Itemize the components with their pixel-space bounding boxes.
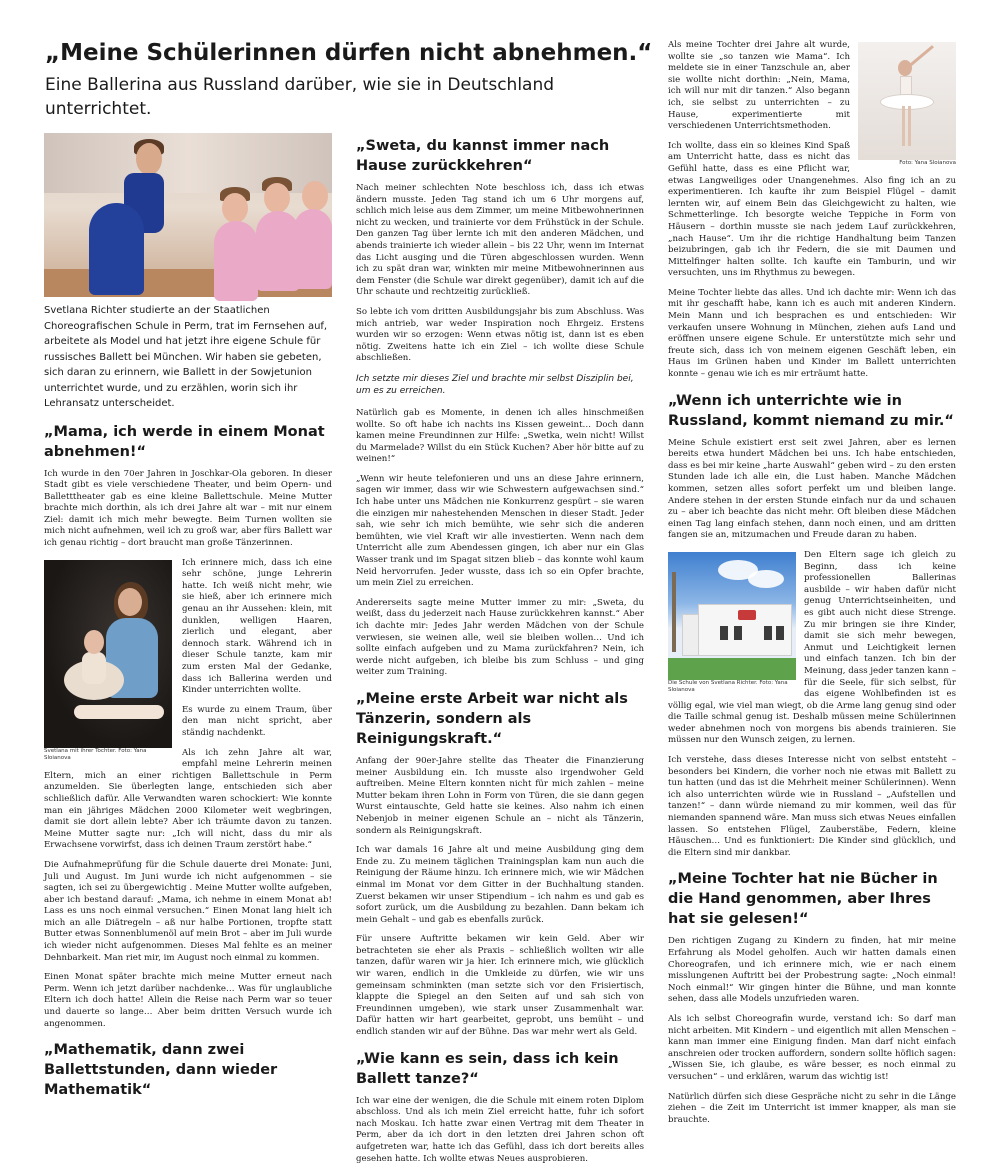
column-left bbox=[44, 133, 332, 1099]
paragraph: Für unsere Auftritte bekamen wir kein Geld. Aber wir betrachteten sie eher als Praxis – schließlich wollten wir alle tanzen, dafür waren wir ja hier. Ich erinnere mich, wie glücklich wir waren, endlich in die Umkleide zu dürfen, wie wir uns gemeinsam schminkten (man setzte sich vor den Frisiertisch, klappte die Spiegel an den Seiten auf und sah sich von Freundinnen umgeben), wie stark unser Zusammenhalt war. Dafür hatten wir hart gearbeitet, geprobt, uns bemüht – und endlich standen wir auf der Bühne. Das war mehr wert als Geld. bbox=[356, 934, 644, 1038]
article-title: „Meine Schülerinnen dürfen nicht abnehmen.“ bbox=[45, 40, 653, 66]
paragraph: Als meine Tochter drei Jahre alt wurde, wollte sie „so tanzen wie Mama“. Ich meldete sie in einer Tanzschule an, aber sie wollte nicht dorthin: „Nein, Mama, ich will nur mit dir tanzen.“ Also begann ich, sie selbst zu unterrichten – zu Hause, experimentierte mit verschiedenen Unterrichtsmethoden. bbox=[668, 40, 850, 132]
article-lead: Svetlana Richter studierte an der Staatlichen Choreografischen Schule in Perm, trat im Fernsehen auf, arbeitete als Model und hat jetzt ihre eigene Schule für russisches Ballett bei München. Wir haben sie gebeten, sich daran zu erinnern, wie Ballett in der Sowjetunion unterrichtet wurde, und zu erzählen, worin sich ihr Lehransatz unterscheidet. bbox=[44, 305, 328, 409]
photo-caption: Foto: Yana Sloianova bbox=[899, 160, 956, 166]
ballet-class-photo bbox=[44, 133, 332, 297]
section-heading: „Mathematik, dann zwei Ballettstunden, dann wieder Mathematik“ bbox=[44, 1042, 278, 1099]
paragraph: Den richtigen Zugang zu Kindern zu finden, hat mir meine Erfahrung als Model geholfen. Auch wir hatten damals einen Choreografen, und ich erinnere mich, wie er nach einem misslungenen Auftritt bei der Probestrung sagte: „Noch einmal! Noch einmal!“ Wir gingen hinter die Bühne, und man konnte sehen, dass alle Models unzufrieden waren. bbox=[668, 936, 956, 1005]
paragraph: Ich erinnere mich, dass ich eine sehr schöne, junge Lehrerin hatte. Ich weiß nicht mehr, wie sie hieß, aber ich erinnere mich genau an ihr Aussehen: klein, mit dunklen, welligen Haaren, zierlich und elegant, aber dennoch stark. Während ich in dieser Schule tanzte, kam mir zum ersten Mal der Gedanke, dass ich Ballerina werden und Kinder unterrichten wollte. bbox=[182, 557, 332, 696]
paragraph: Nach meiner schlechten Note beschloss ich, dass ich etwas ändern musste. Jeden Tag stand ich um 6 Uhr morgens auf, schlich mich leise aus dem Zimmer, um meine Mitbewohnerinnen nicht zu wecken, und trainierte vor dem Frühstück in der Schule. Den ganzen Tag über lernte ich mit den anderen Mädchen, und abends trainierte ich wieder allein – bis 22 Uhr, wenn im Internat das Licht ausging und die Türen abgeschlossen wurden. Wenn ich zu spät dran war, winkten mir meine Mitbewohnerinnen aus dem Fenster (die Schule war direkt gegenüber), damit ich auf die Uhr schaute und rechtzeitig zurückließ. bbox=[356, 183, 644, 298]
paragraph: Als ich zehn Jahre alt war, empfahl meine Lehrerin meinen Eltern, mich an einer richtigen Ballettschule in Perm anzumelden. Sie überlegten lange, entschieden sich aber schließlich dafür. Alle Verwandten waren schockiert: Wie konnte man ein jähriges Mädchen 2000 Kilometer weit wegbringen, damit sie dort allein lebte? Aber ich träumte davon zu tanzen. Meine Mutter sagte nur: „Ich will nicht, dass du mir als Erwachsene vorwirfst, dass ich deinen Traum zerstört habe.“ bbox=[44, 747, 332, 851]
paragraph: Als ich selbst Choreografin wurde, verstand ich: So darf man nicht arbeiten. Mit Kindern – und eigentlich mit allen Menschen – kann man immer eine Einigung finden. Man darf nicht einfach anschreien oder trocken auffordern, sondern sollte höflich sagen: „Wissen Sie, ich glaube, es wäre besser, es noch einmal zu versuchen“ – und erklären, warum das wichtig ist! bbox=[668, 1013, 956, 1082]
section-heading: „Meine Tochter hat nie Bücher in die Hand genommen, aber Ihres hat sie gelesen!“ bbox=[668, 871, 938, 928]
paragraph: Ich wollte, dass ein so kleines Kind Spaß am Unterricht hatte, dass es nicht das Gefühl hatte, dass es eine Pflicht war, etwas Langweiliges oder Unangenehmes. Also fing ich an zu experimentieren. Ich kaufte ihr zum Beispiel Flügel – damit lernten wir, auf einem Bein das Gleichgewicht zu halten, wie Schmetterlinge. Ich besorgte weiche Teppiche in Form von Häusern – dorthin musste sie nach jedem Lauf zurückkehren, „nach Hause“. Um ihr die richtige Handhaltung beim Tanzen beizubringen, gab ich ihr Federn, die sie mit Daumen und Mittelfinger halten sollte. Ich kaufte ein Tamburin, und wir versuchten, uns im Rhythmus zu bewegen. bbox=[668, 140, 956, 279]
mother-daughter-photo bbox=[44, 560, 172, 748]
paragraph: Natürlich dürfen sich diese Gespräche nicht zu sehr in die Länge ziehen – die Zeit im Unterricht ist immer knapper, als man sie brauchte. bbox=[668, 1091, 956, 1125]
paragraph: Die Aufnahmeprüfung für die Schule dauerte drei Monate: Juni, Juli und August. Im Juni wurde ich nicht aufgenommen – sie sagten, ich sei zu übergewichtig . Meine Mutter wollte aufgeben, aber ich bestand darauf: „Mama, ich nehme in einem Monat ab! Lass es uns noch einmal versuchen.“ Einen Monat lang hielt ich mich an alle Diätregeln – aß nur halbe Portionen, tropfte statt Butter etwas Sonnenblumenöl auf mein Brot – aber im Juli wurde ich wieder nicht aufgenommen. Dieses Mal fehlte es an meiner Dehnbarkeit. Man riet mir, im August noch einmal zu kommen. bbox=[44, 859, 332, 963]
photo-caption: Die Schule von Svetlana Richter. Foto: Yana Sloianova bbox=[668, 679, 788, 693]
section-heading: „Mama, ich werde in einem Monat abnehmen!“ bbox=[44, 423, 325, 460]
column-middle bbox=[356, 126, 644, 1164]
article-subtitle: Eine Ballerina aus Russland darüber, wie sie in Deutschland unterrichtet. bbox=[45, 75, 555, 119]
column-right bbox=[668, 40, 956, 1125]
school-building-figure bbox=[668, 552, 796, 694]
paragraph: Ich verstehe, dass dieses Interesse nicht von selbst entsteht – besonders bei Kindern, die vorher noch nie etwas mit Ballett zu tun hatten (und das ist die Mehrheit meiner Schülerinnen). Wenn ich also unterrichten würde wie in Russland – „Aufstellen und tanzen!“ – dann würde niemand zu mir kommen, weil das für niemanden spannend wäre. Man muss sich etwas Neues einfallen lassen. So entstehen Flügel, Zauberstäbe, Federn, kleine Häuschen… Und es funktioniert: Die Kinder sind glücklich, und die Eltern sind mir dankbar. bbox=[668, 755, 956, 858]
paragraph: Anfang der 90er-Jahre stellte das Theater die Finanzierung meiner Ausbildung ein. Ich musste also irgendwoher Geld auftreiben. Meine Eltern konnten nicht für mich zahlen – meine Mutter bekam ihren Lohn in Form von Türen, die sie dann gegen Wurst eintauschte, Geld hatte sie keines. Also nahm ich einen Nebenjob in meiner eigenen Schule an – nicht als Tänzerin, sondern als Reinigungskraft. bbox=[356, 755, 644, 836]
paragraph: Einen Monat später brachte mich meine Mutter erneut nach Perm. Wenn ich jetzt darüber nachdenke… Was für unglaubliche Eltern ich doch hatte! Allein die Reise nach Perm war so teuer und dauerte so lange… Aber beim dritten Versuch wurde ich angenommen. bbox=[44, 972, 332, 1029]
section-heading: „Wie kann es sein, dass ich kein Ballett tanze?“ bbox=[356, 1050, 619, 1087]
paragraph: So lebte ich vom dritten Ausbildungsjahr bis zum Abschluss. Was mich antrieb, war weder Inspiration noch Ehrgeiz. Erstens wurden wir so erzogen: Wenn etwas nötig ist, dann ist es eben nötig. Zweitens hatte ich ein Ziel – ich wollte diese Schule abschließen. bbox=[356, 306, 644, 364]
ballerina-photo bbox=[858, 42, 956, 160]
ballerina-figure bbox=[858, 42, 956, 167]
paragraph: Natürlich gab es Momente, in denen ich alles hinschmeißen wollte. So oft habe ich nachts ins Kissen geweint… Doch dann kamen meine Freundinnen zur Hilfe: „Swetka, wein nicht! Willst du Marmelade? Willst du ein Stück Kuchen? Aber hör bitte auf zu weinen!“ bbox=[356, 407, 644, 465]
section-heading: „Meine erste Arbeit war nicht als Tänzerin, sondern als Reinigungskraft.“ bbox=[356, 690, 628, 747]
paragraph: Ich war eine der wenigen, die die Schule mit einem roten Diplom abschloss. Und als ich mein Ziel erreicht hatte, fuhr ich sofort nach Moskau. Ich hatte zwar einen Vertrag mit dem Theater in Perm, aber da ich dort in den letzten drei Jahren schon oft aufgetreten war, hatte ich das Gefühl, dass ich dort bereits alles gesehen hatte. Ich wollte etwas Neues ausprobieren. bbox=[356, 1095, 644, 1164]
pull-quote: Ich setzte mir dieses Ziel und brachte mir selbst Disziplin bei, um es zu erreichen. bbox=[356, 373, 634, 397]
paragraph: Meine Schule existiert erst seit zwei Jahren, aber es lernen bereits etwa hundert Mädchen bei uns. Ich habe entschieden, dass es bei mir keine „harte Auswahl“ geben wird – zu den ersten Stunden lade ich alle ein, die Lust haben. Manche Mädchen kommen, setzen alles sofort perfekt um und bleiben lange. Andere stehen in der ersten Stunde einfach nur da und schauen zu – aber ich beachte das nicht mehr. Oft bleiben diese Mädchen einen Tag lang einfach stehen, dann noch einen, und am dritten fangen sie an, mitzumachen und Freude daran zu haben. bbox=[668, 437, 956, 541]
paragraph: Ich wurde in den 70er Jahren in Joschkar-Ola geboren. In dieser Stadt gibt es viele verschiedene Theater, und beim Opern- und Balletttheater gab es eine kleine Ballettschule. Meine Mutter brachte mich dorthin, als ich drei Jahre alt war – mit nur einem Ziel: damit ich mich mehr bewegte. Beim Turnen wollten sie mich nicht aufnehmen, weil ich zu groß war, aber fürs Ballett war ich genau richtig – dort braucht man große Tänzerinnen. bbox=[44, 468, 332, 549]
photo-caption: Svetlana mit ihrer Tochter. Foto: Yana Sloianova bbox=[44, 747, 147, 761]
paragraph: Andererseits sagte meine Mutter immer zu mir: „Sweta, du weißt, dass du jederzeit nach Hause zurückkehren kannst.“ Aber ich dachte mir: Jedes Jahr werden Mädchen von der Schule verwiesen, sie weinen alle, weil sie bleiben wollen… Und ich sollte einfach aufgeben und zu Mama zurückfahren? Nein, ich werde nicht aufgeben, ich bleibe bis zum Schluss – und ging weiter zum Training. bbox=[356, 597, 644, 678]
section-heading: „Wenn ich unterrichte wie in Russland, kommt niemand zu mir.“ bbox=[668, 392, 954, 429]
school-building-photo bbox=[668, 552, 796, 680]
mother-daughter-figure bbox=[44, 560, 172, 762]
paragraph: „Wenn wir heute telefonieren und uns an diese Jahre erinnern, sagen wir immer, dass wir wie Schwestern aufgewachsen sind.“ Ich habe unter uns Mädchen nie Konkurrenz gespürt – sie waren die einzigen mir nahestehenden Menschen in dieser Stadt. Jeder sah, wie sehr ich mich bemühte, wie sehr sich die anderen bemühten, wie viel Kraft wir alle investierten. Wenn nach dem Unterricht alle zum Abendessen gingen, ich aber nur ein Glas Wasser trank und im Spagat sitzen blieb – das konnte wohl kaum Neid hervorrufen. Jeder wusste, dass ich so ein Opfer brachte, um mein Ziel zu erreichen. bbox=[356, 473, 644, 589]
section-heading: „Sweta, du kannst immer nach Hause zurückkehren“ bbox=[356, 138, 610, 174]
paragraph: Es wurde zu einem Traum, über den man nicht spricht, aber ständig nachdenkt. bbox=[182, 704, 332, 738]
paragraph: Ich war damals 16 Jahre alt und meine Ausbildung ging dem Ende zu. Zu meinem täglichen Trainingsplan kam nun auch die Reinigung der Räume hinzu. Ich erinnere mich, wie wir Mädchen einmal im Monat vor dem Gitter in der Buchhaltung standen. Zuerst bekamen wir unser Stipendium – ich nahm es und gab es sofort zurück, um die Ausbildung zu bezahlen. Dann bekam ich mein Gehalt – und gab es ebenfalls zurück. bbox=[356, 845, 644, 925]
paragraph: Den Eltern sage ich gleich zu Beginn, dass ich keine professionellen Ballerinas ausbilde – wir haben dafür nicht genug Unterrichtseinheiten, und es gibt auch nicht diese Strenge. Zu mir bringen sie ihre Kinder, damit sie sich mehr bewegen, Anmut und Leichtigkeit lernen und einfach tanzen. Ich bin der Meinung, dass jeder tanzen kann – für die Seele, für sich selbst, für das eigene Wohlbefinden ist es völlig egal, wie viel man wiegt, ob die Arme lang genug sind oder die Taille schmal genug ist. Deshalb müssen meine Schülerinnen weder abnehmen noch von morgens bis abends trainieren. Sie müssen nur den Wunsch zeigen, zu lernen. bbox=[668, 549, 956, 746]
paragraph: Meine Tochter liebte das alles. Und ich dachte mir: Wenn ich das mit ihr geschafft habe, kann ich es auch mit anderen Kindern. Mein Mann und ich besprachen es und entschieden: Wir verkaufen unsere Wohnung in München, ziehen aufs Land und eröffnen unsere eigene Schule. Er unterstützte mich sehr und freute sich, dass ich von meinem eigenen Geschäft leben, ein Haus im Grünen haben und Kinder im Ballett unterrichten konnte – genau wie ich es mir erträumt hatte. bbox=[668, 287, 956, 380]
